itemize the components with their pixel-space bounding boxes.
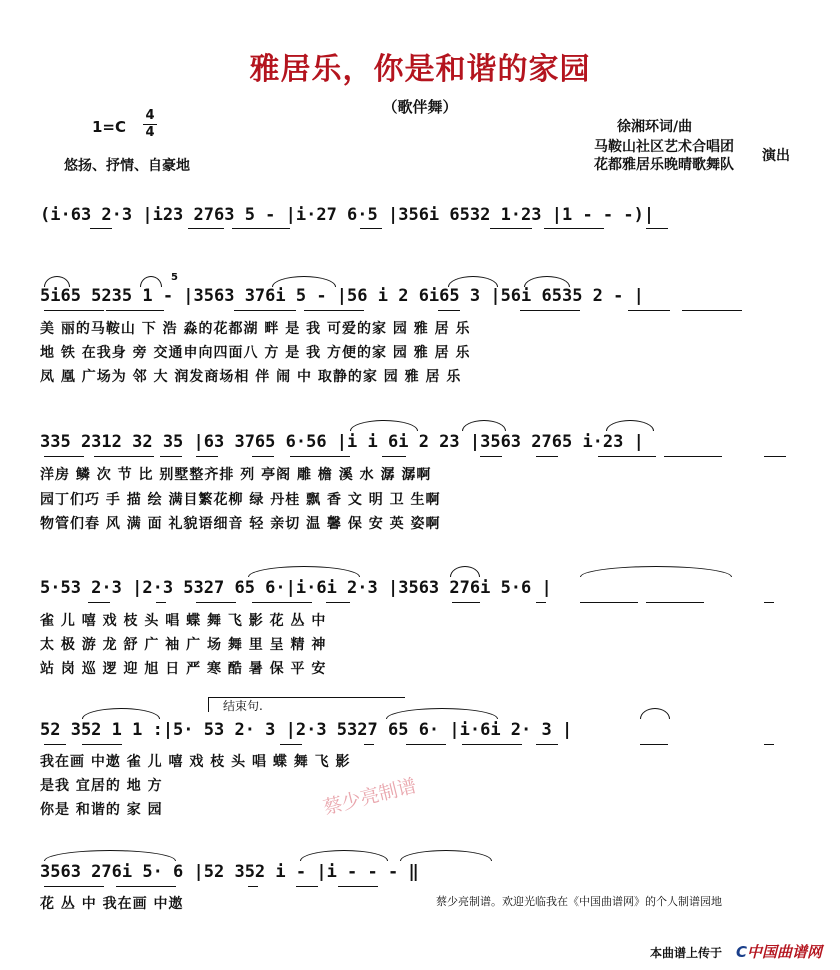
logo-text: 中国曲谱网 [747,943,823,961]
notation-line-3: 335 2312 32 35 |63 3765 6·56 |i i 6i 2 23 |3563 2765 i·23 | [40,432,644,452]
lyric-line-5-verse-2: 是我 宜居的 地 方 [40,778,163,794]
lyric-line-5-verse-1: 我在画 中遨 雀 儿 嘻 戏 枝 头 唱 蝶 舞 飞 影 [40,754,351,770]
performed-label: 演出 [762,148,790,164]
performer-credit-1: 马鞍山社区艺术合唱团 [594,139,734,155]
upload-notice: 本曲谱上传于 [650,946,723,960]
composer-credit: 徐湘环词/曲 [617,119,693,135]
lyric-line-2-verse-3: 凤 凰 广场为 邻 大 润发商场相 伴 闹 中 取静的家 园 雅 居 乐 [40,369,462,385]
lyric-line-4-verse-3: 站 岗 巡 逻 迎 旭 日 严 寒 酷 暑 保 平 安 [40,661,327,677]
lyric-line-2-verse-2: 地 铁 在我身 旁 交通申向四面八 方 是 我 方便的家 园 雅 居 乐 [40,345,471,361]
performer-credit-2: 花都雅居乐晚晴歌舞队 [594,157,734,173]
notation-line-4: 5·53 2·3 |2·3 5327 65 6·|i·6i 2·3 |3563 276i 5·6 | [40,578,552,598]
key-signature: 1=C [92,118,127,136]
watermark: 蔡少亮制谱 [321,774,419,820]
ending-label: 结束句. [223,699,263,713]
lyric-line-2-verse-1: 美 丽的马鞍山 下 浩 淼的花都湖 畔 是 我 可爱的家 园 雅 居 乐 [40,321,471,337]
lyric-line-5-verse-3: 你是 和谐的 家 园 [40,802,163,818]
transcriber-note: 蔡少亮制谱。欢迎光临我在《中国曲谱网》的个人制谱园地 [436,895,722,908]
lyric-line-6-verse-1: 花 丛 中 我在画 中遨 [40,896,184,912]
notation-line-1: (i·63 2·3 |i23 2763 5 - |i·27 6·5 |356i 6532 1·23 |1 - - -)| [40,205,655,225]
logo-icon: C [736,943,748,961]
site-logo [736,941,822,962]
time-signature-bottom: 4 [143,124,157,141]
song-subtitle: （歌伴舞） [382,98,458,116]
lyric-line-3-verse-3: 物管们春 风 满 面 礼貌语细音 轻 亲切 温 馨 保 安 英 姿啊 [40,516,441,532]
lyric-line-4-verse-1: 雀 儿 嘻 戏 枝 头 唱 蝶 舞 飞 影 花 丛 中 [40,613,327,629]
time-signature-top: 4 [145,108,155,123]
notation-line-6: 3563 276i 5· 6 |52 352 i - |i - - - ‖ [40,862,419,882]
time-signature [143,108,157,141]
lyric-line-3-verse-1: 洋房 鳞 次 节 比 别墅整齐排 列 亭阁 雕 檐 溪 水 潺 潺啊 [40,467,432,483]
lyric-line-4-verse-2: 太 极 游 龙 舒 广 袖 广 场 舞 里 呈 精 神 [40,637,327,653]
measure-number: 5 [171,272,178,283]
tempo-marking: 悠扬、抒情、自豪地 [64,158,190,174]
lyric-line-3-verse-2: 园丁们巧 手 描 绘 满目繁花柳 绿 丹桂 飘 香 文 明 卫 生啊 [40,492,441,508]
notation-line-2: 5i65 5235 1 - |3563 376i 5 - |56 i 2 6i65 3 |56i 6535 2 - | [40,286,644,306]
notation-line-5: 52 352 1 1 :|5· 53 2· 3 |2·3 5327 65 6· |i·6i 2· 3 | [40,720,573,740]
ending-bracket [208,697,405,712]
song-title: 雅居乐，你是和谐的家园 [249,52,591,87]
